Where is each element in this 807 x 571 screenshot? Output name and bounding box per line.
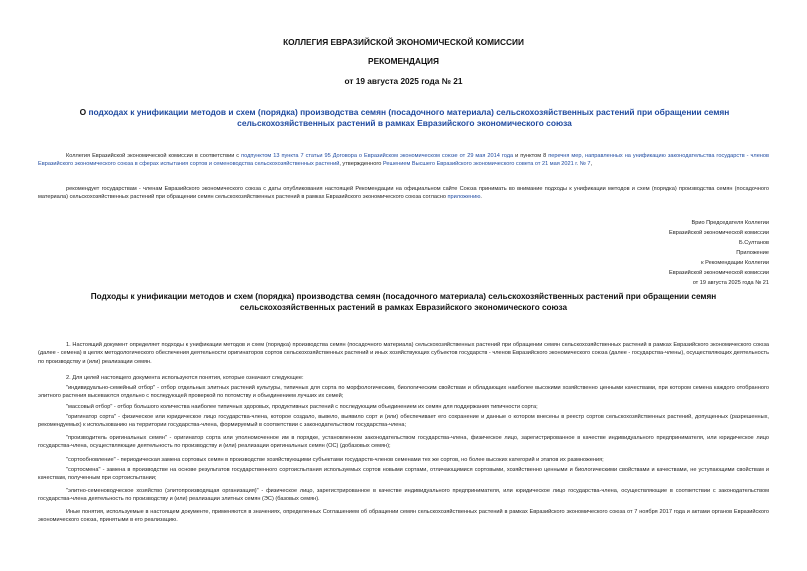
body-paragraph-2: 2. Для целей настоящего документа используются понятия, которые означают следующее: — [66, 375, 304, 381]
appendix-link[interactable]: приложению — [447, 194, 481, 201]
appendix-ref-line: к Рекомендации Коллегии — [701, 260, 769, 266]
definition-mass-selection: "массовый отбор" - отбор большого количества наиболее типичных здоровых, продуктивных растений с последующим объединением их семян для поддержания типичности сорта; — [66, 404, 538, 410]
org-name: КОЛЛЕГИЯ ЕВРАЗИЙСКОЙ ЭКОНОМИЧЕСКОЙ КОМИССИИ — [283, 37, 524, 47]
definition-variety-renewal: "сортообновление" - периодическая замена сортовых семян в производстве хозяйствующими субъектами государств-членов семенами тех же сортов, но более высоких категорий и этапов их размножения; — [66, 457, 604, 463]
appendix-ref-line: Евразийской экономической комиссии — [669, 270, 769, 276]
definition-variety-change: "сортосмена" - замена в производстве на основе результатов государственного сортоиспытания используемых сортов новыми сортами, отличающимися сортовыми, хозяйственно ценными и биологическими свойствами и качествами, не уступающими свойствам и качествам, полученным при сортоиспытании; — [38, 467, 769, 482]
preamble-text: Коллегия Евразийской экономической комиссии в соответствии с — [66, 153, 242, 159]
definition-variety-originator: "оригинатор сорта" - физическое или юридическое лицо государства-члена, которое создало, вывело, выявило сорт и (или) обеспечивает его сохранение и данные о котором внесены в реестр сортов сельскохозяйственных растений, допущенных (разрешенных, рекомендуемых) к использованию на территории государства-члена, формируемый в соответствии с законодательством государства-члена; — [38, 414, 769, 429]
definition-original-seed-producer: "производитель оригинальных семян" - оригинатор сорта или уполномоченное им в порядке, установленном законодательством государства-члена, физическое лицо, зарегистрированное в качестве индивидуального предпринимателя, или юридическое лицо государства-члена, осуществляющие деятельность по производству и (или) реализации оригинальных семян (ОС) (добазовых семян); — [38, 435, 769, 450]
preamble-text: , утвержденного — [339, 161, 383, 168]
council-decision-link[interactable]: Решением Высшего Евразийского экономического совета от 21 мая 2021 г. № 7 — [382, 161, 591, 168]
body-paragraph-1: 1. Настоящий документ определяет подходы к унификации методов и схем (порядка) производства семян (посадочного материала) сельскохозяйственных растений при обращении семян сельскохозяйственных растений в рамках Евразийского экономического союза (далее - семена) в целях методологического обеспечения деятельности оригинаторов сортов сельскохозяйственных растений и иных хозяйствующих субъектов государств - членов Евразийского экономического союза (далее - государства-члены), осуществляющих деятельность по производству и (или) реализации семян. — [38, 342, 769, 365]
preamble-text: . — [480, 194, 482, 201]
measures-list-link[interactable]: перечня мер, направленных на унификацию законодательства государств - членов Евразийского экономического союза в сферах испытания сортов и семеноводства сельскохозяйственных растений — [38, 153, 769, 168]
document-title — [58, 107, 751, 129]
appendix-ref-date: от 19 августа 2025 года № 21 — [692, 280, 769, 286]
signature-name: Б.Султанов — [739, 240, 769, 246]
section-title: Подходы к унификации методов и схем (порядка) производства семян (посадочного материала) сельскохозяйственных растений при обращении семян сельскохозяйственных растений в рамках Евразийского экономического союза — [90, 292, 717, 312]
title-link[interactable]: подходах к унификации методов и схем (порядка) производства семян (посадочного материала) сельскохозяйственных растений при обращении семян сельскохозяйственных растений в рамках Евразийского экономического союза — [88, 107, 730, 128]
doc-type: РЕКОМЕНДАЦИЯ — [368, 56, 439, 66]
signature-position: Врио Председателя Коллегии — [691, 220, 769, 226]
title-prefix: О — [79, 107, 89, 117]
preamble-paragraph-2 — [38, 185, 769, 202]
body-paragraph-3: Иные понятия, используемые в настоящем документе, применяются в значениях, определенных Соглашением об обращении семян сельскохозяйственных растений в рамках Евразийского экономического союза от 7 ноября 2017 года и актами органов Евразийского экономического союза, принятыми в его реализацию. — [38, 509, 769, 524]
definition-elite-seed-farm: "элитно-семеноводческое хозяйство (элитопроизводящая организация)" - физическое лицо, зарегистрированное в качестве индивидуального предпринимателя, или юридическое лицо государства-члена, осуществляющие в соответствии с законодательством государства-члена деятельность по производству и (или) реализации элитных семян (ЭС) (базовых семян). — [38, 488, 769, 503]
definition-individual-family-selection: "индивидуально-семейный отбор" - отбор отдельных элитных растений культуры, типичных для сорта по морфологическим, биологическим свойствам и обладающих наиболее высокими хозяйственно ценными качествами, при котором семена каждого отобранного элитного растения высеваются отдельно с последующей проверкой по потомству и объединением лучших их семей; — [38, 385, 769, 400]
preamble-text: , — [590, 161, 592, 168]
doc-date-number: от 19 августа 2025 года № 21 — [344, 76, 463, 86]
preamble-text: рекомендует государствам - членам Евразийского экономического союза с даты опубликования настоящей Рекомендации на официальном сайте Союза принимать во внимание подходы к унификации методов и схем (порядка) производства семян (посадочного материала) сельскохозяйственных растений при обращении семян сельскохозяйственных растений в рамках Евразийского экономического союза согласно — [38, 186, 769, 201]
preamble-paragraph-1 — [38, 152, 769, 169]
treaty-link[interactable]: подпунктом 13 пункта 7 статьи 95 Договора о Евразийском экономическом союзе от 29 мая 2014 года — [241, 153, 514, 159]
preamble-text: и пунктом 8 — [513, 153, 549, 159]
signature-organization: Евразийской экономической комиссии — [669, 230, 769, 236]
appendix-label: Приложение — [736, 250, 769, 256]
